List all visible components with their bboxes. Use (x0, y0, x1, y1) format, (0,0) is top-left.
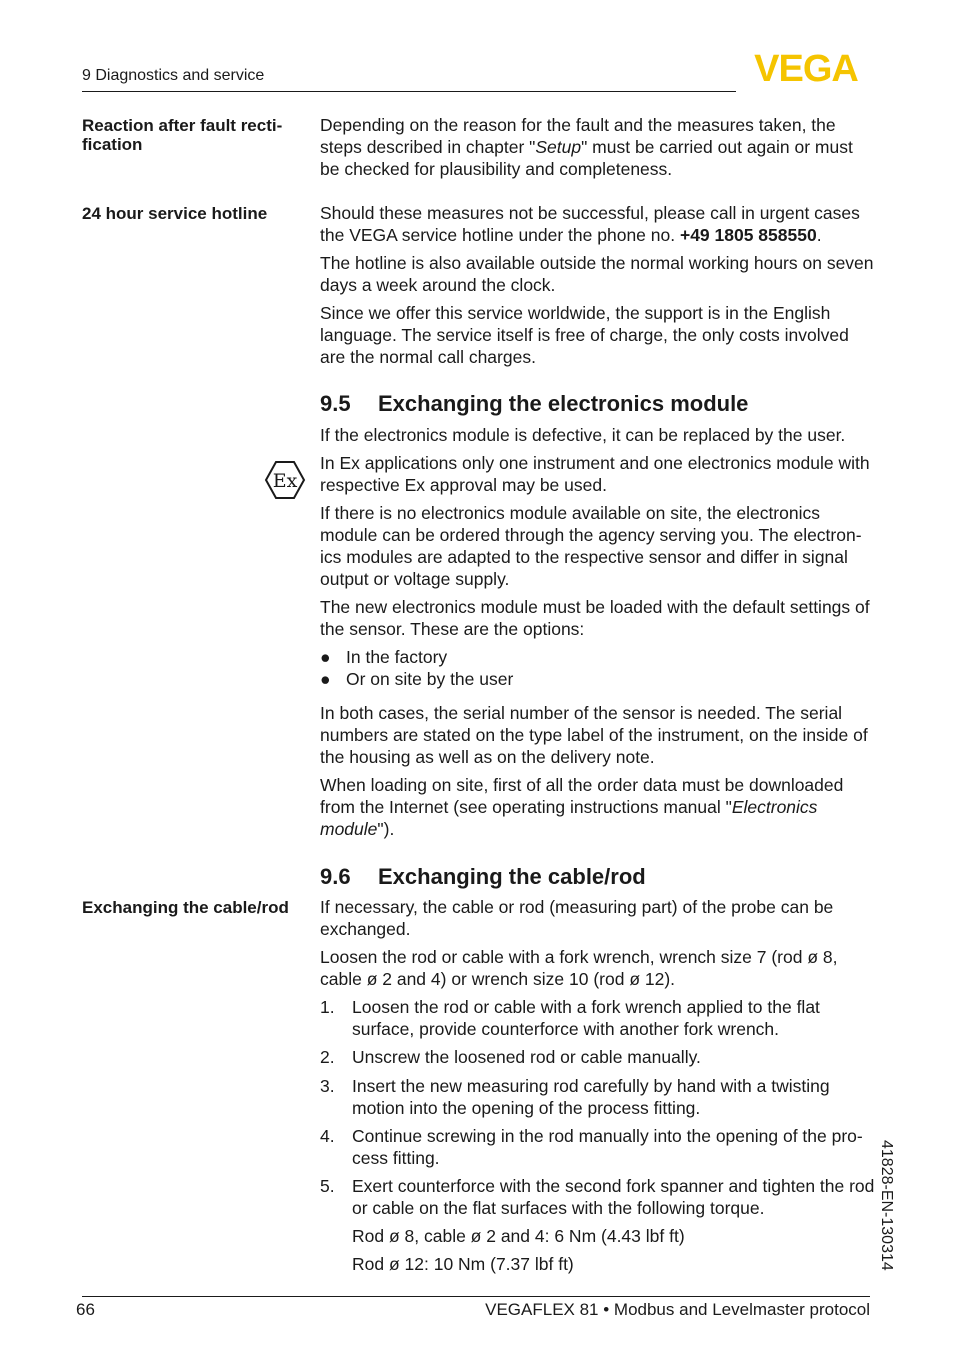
list-item (320, 1175, 876, 1219)
text-run: "). (377, 819, 395, 839)
paragraph-96-2: Loosen the rod or cable with a fork wrench, wrench size 7 (rod ø 8, cable ø 2 and 4) or wrench size 10 (rod ø 12). (320, 947, 838, 989)
ex-approval-icon (264, 460, 306, 500)
text-run: " must be carried out again or must be checked for plausibility and completeness. (320, 137, 853, 179)
step-number: 4. (320, 1126, 335, 1146)
step-text: Insert the new measuring rod carefully by hand with a twisting motion into the opening of the process fitting. (352, 1076, 830, 1118)
ex-icon-label: Ex (272, 470, 298, 492)
section-heading-9-6 (320, 864, 646, 890)
manual-ref: Electronics module (320, 797, 818, 839)
bullet-text: In the factory (346, 647, 448, 667)
bullet-item: ● Or on site by the user (320, 669, 514, 689)
running-header: 9 Diagnostics and service (82, 67, 265, 84)
side-label-fault-rectification (82, 116, 308, 154)
side-label-hotline: 24 hour service hotline (82, 204, 268, 223)
step-text: Continue screwing in the rod manually into the opening of the pro-cess fitting. (352, 1126, 863, 1168)
text-run: When loading on site, first of all the order data must be downloaded from the Internet (see operating instructions manual " (320, 775, 844, 817)
list-item (320, 1125, 876, 1169)
step-text: Loosen the rod or cable with a fork wrench applied to the flat surface, provide counterforce with another fork wrench. (352, 997, 820, 1039)
hotline-phone: +49 1805 858550 (679, 225, 817, 245)
footer-rule (82, 1296, 870, 1297)
paragraph-95-6 (320, 774, 876, 840)
text-run: Depending on the reason for the fault and the measures taken, the steps described in chapter " (320, 115, 836, 157)
header-rule (82, 91, 736, 92)
torque-value: Rod ø 8, cable ø 2 and 4: 6 Nm (4.43 lbf ft) (352, 1226, 685, 1246)
torque-value: Rod ø 12: 10 Nm (7.37 lbf ft) (352, 1254, 574, 1274)
paragraph-fault-rectification (320, 114, 876, 180)
step-number: 5. (320, 1176, 335, 1196)
step-number: 1. (320, 997, 335, 1017)
footer-title: VEGAFLEX 81 • Modbus and Levelmaster protocol (485, 1300, 870, 1319)
step-number: 3. (320, 1076, 335, 1096)
paragraph-95-4: The new electronics module must be loaded with the default settings of the sensor. These are the options: (320, 597, 870, 639)
chapter-ref: Setup (535, 137, 582, 157)
section-title: Exchanging the electronics module (378, 391, 749, 416)
side-label-cable-rod: Exchanging the cable/rod (82, 898, 289, 917)
paragraph-hotline-1 (320, 202, 876, 246)
bullet-text: Or on site by the user (346, 669, 514, 689)
step-number: 2. (320, 1047, 335, 1067)
step-text: Unscrew the loosened rod or cable manually. (352, 1047, 701, 1067)
text-run: . (816, 225, 822, 245)
text-run: Should these measures not be successful, please call in urgent cases the VEGA service hotline under the phone no. (320, 203, 860, 245)
paragraph-hotline-3: Since we offer this service worldwide, the support is in the English language. The service itself is free of charge, the only costs involved are the normal call charges. (320, 303, 849, 367)
paragraph-95-2: In Ex applications only one instrument and one electronics module with respective Ex approval may be used. (320, 453, 870, 495)
bullet-item: ● In the factory (320, 647, 448, 667)
list-item (320, 996, 876, 1040)
page-number: 66 (76, 1300, 95, 1319)
document-id: 41828-EN-130314 (878, 1140, 895, 1271)
list-item (320, 1046, 876, 1068)
step-text: Exert counterforce with the second fork spanner and tighten the rod or cable on the flat surfaces with the following torque. (352, 1176, 875, 1218)
section-heading-9-5 (320, 391, 748, 417)
vega-logo-text: VEGA (754, 50, 858, 84)
side-label-line: Reaction after fault recti- (82, 116, 283, 135)
paragraph-96-1: If necessary, the cable or rod (measuring part) of the probe can be exchanged. (320, 897, 834, 939)
paragraph-95-1: If the electronics module is defective, it can be replaced by the user. (320, 425, 846, 445)
paragraph-hotline-2: The hotline is also available outside the normal working hours on seven days a week around the clock. (320, 253, 874, 295)
list-item (320, 1075, 876, 1119)
paragraph-95-5: In both cases, the serial number of the sensor is needed. The serial numbers are stated on the type label of the instrument, on the inside of the housing as well as on the delivery note. (320, 703, 868, 767)
section-number: 9.6 (320, 864, 351, 889)
side-label-line: fication (82, 135, 143, 154)
section-title: Exchanging the cable/rod (378, 864, 646, 889)
paragraph-95-3: If there is no electronics module available on site, the electronics module can be ordered through the agency serving you. The electron-ics modules are adapted to the respective sensor and differ in signal output or voltage supply. (320, 503, 862, 589)
vega-logo (740, 50, 872, 84)
section-number: 9.5 (320, 391, 351, 416)
